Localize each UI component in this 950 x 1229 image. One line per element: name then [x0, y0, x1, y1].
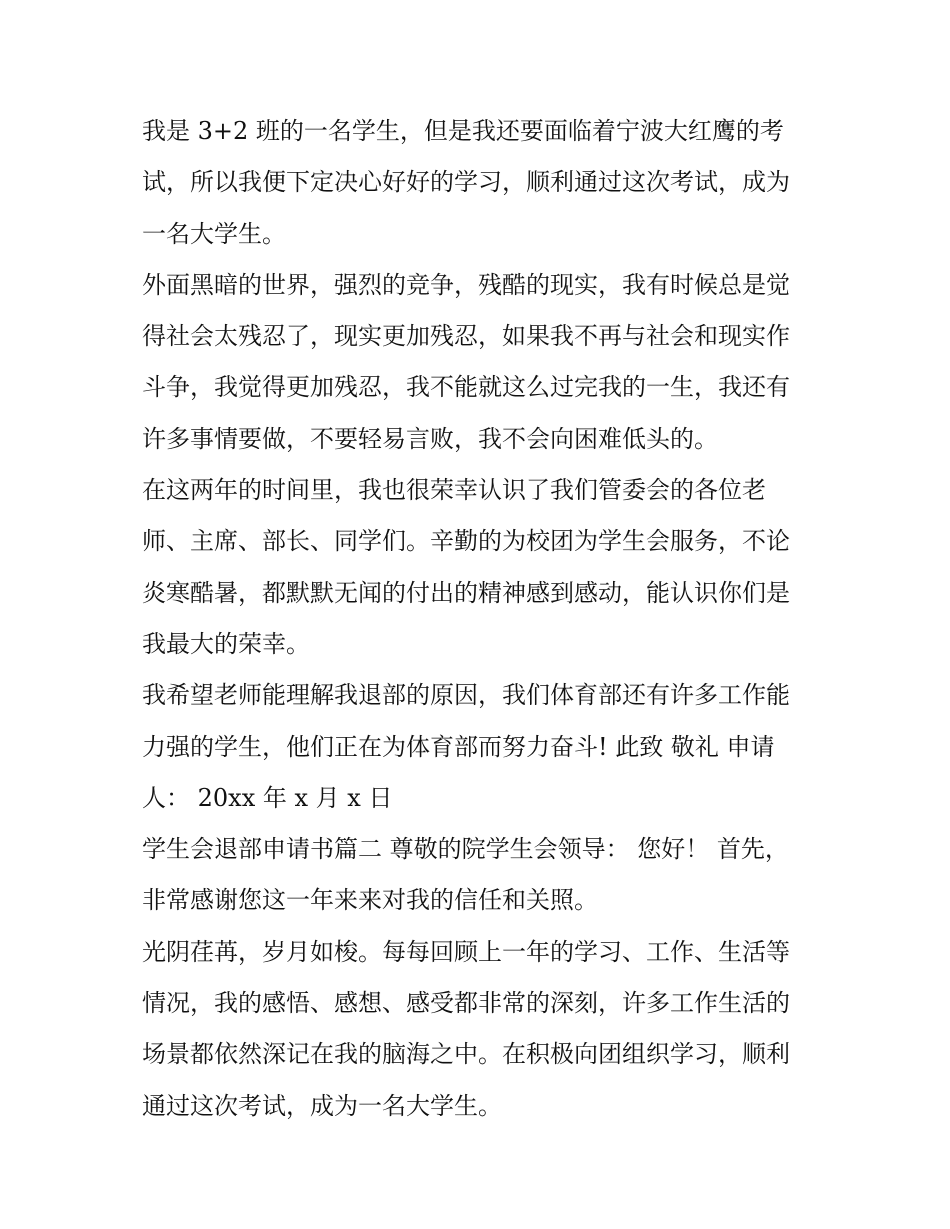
text-line: 外面黑暗的世界，强烈的竞争，残酷的现实，我有时候总是觉	[142, 270, 790, 299]
text-line: 学生会退部申请书篇二 尊敬的院学生会领导： 您好！ 首先，	[142, 835, 789, 864]
text-line: 我是 3+2 班的一名学生，但是我还要面临着宁波大红鹰的考	[142, 117, 784, 145]
text-line: 炎寒酷暑，都默默无闻的付出的精神感到感动，能认识你们是	[142, 578, 790, 607]
text-line: 力强的学生，他们正在为体育部而努力奋斗! 此致 敬礼 申请	[142, 732, 775, 761]
text-line: 一名大学生。	[142, 219, 286, 248]
text-line: 师、主席、部长、同学们。辛勤的为校团为学生会服务，不论	[142, 527, 790, 556]
text-line: 光阴荏苒，岁月如梭。每每回顾上一年的学习、工作、生活等	[142, 937, 790, 966]
text-line: 场景都依然深记在我的脑海之中。在积极向团组织学习，顺利	[142, 1040, 790, 1069]
text-line: 情况，我的感悟、感想、感受都非常的深刻，许多工作生活的	[142, 989, 790, 1018]
paragraph	[142, 465, 822, 670]
paragraph	[142, 260, 822, 465]
text-line: 人： 20xx 年 x 月 x 日	[142, 783, 393, 812]
text-line: 我希望老师能理解我退部的原因，我们体育部还有许多工作能	[142, 681, 790, 710]
paragraph	[142, 106, 822, 260]
document-body	[142, 106, 822, 1132]
paragraph	[142, 824, 822, 927]
text-line: 得社会太残忍了，现实更加残忍，如果我不再与社会和现实作	[142, 322, 790, 351]
text-line: 许多事情要做，不要轻易言败，我不会向困难低头的。	[142, 424, 718, 453]
text-line: 斗争，我觉得更加残忍，我不能就这么过完我的一生，我还有	[142, 373, 790, 402]
paragraph	[142, 670, 822, 824]
text-line: 我最大的荣幸。	[142, 629, 310, 658]
text-line: 在这两年的时间里，我也很荣幸认识了我们管委会的各位老	[142, 476, 766, 505]
text-line: 非常感谢您这一年来来对我的信任和关照。	[142, 886, 598, 915]
text-line: 通过这次考试，成为一名大学生。	[142, 1091, 502, 1120]
text-line: 试，所以我便下定决心好好的学习，顺利通过这次考试，成为	[142, 168, 790, 197]
paragraph	[142, 927, 822, 1132]
